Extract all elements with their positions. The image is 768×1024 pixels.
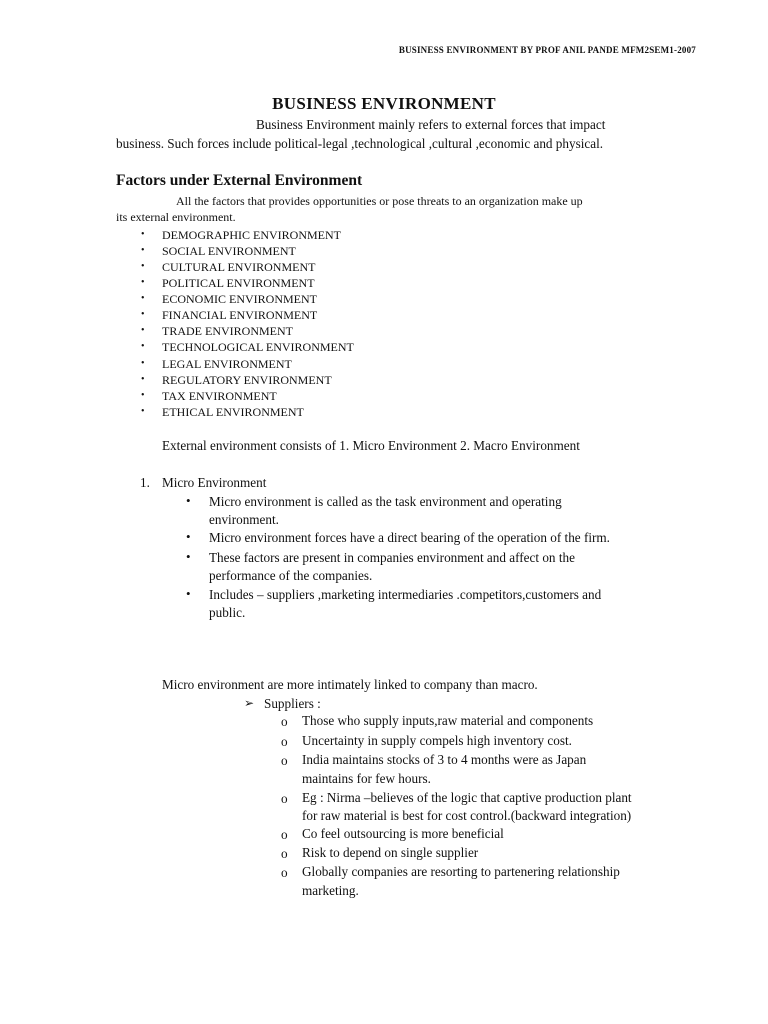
circle-bullet-icon: o (281, 714, 288, 729)
arrow-bullet-icon: ➢ (244, 696, 255, 710)
circle-bullet-icon: o (281, 846, 288, 861)
supplier-point-line: Risk to depend on single supplier (302, 845, 479, 860)
linked-line: Micro environment are more intimately linked to company than macro. (162, 677, 538, 692)
factor-label: TRADE ENVIRONMENT (162, 324, 293, 338)
factor-label: ECONOMIC ENVIRONMENT (162, 292, 317, 306)
bullet-icon: • (141, 245, 145, 256)
bullet-icon: • (186, 586, 191, 601)
micro-number: 1. (140, 475, 150, 490)
micro-point-line: Micro environment forces have a direct bearing of the operation of the firm. (209, 530, 610, 545)
section-heading-factors: Factors under External Environment (116, 172, 363, 189)
supplier-point-line: Eg : Nirma –believes of the logic that captive production plant (302, 790, 632, 805)
supplier-point-line: Uncertainty in supply compels high inventory cost. (302, 733, 572, 748)
micro-point-line: Micro environment is called as the task environment and operating (209, 494, 562, 509)
circle-bullet-icon: o (281, 865, 288, 880)
supplier-point-line: marketing. (302, 883, 359, 898)
bullet-icon: • (141, 325, 145, 336)
factor-label: TECHNOLOGICAL ENVIRONMENT (162, 340, 354, 354)
consists-line: External environment consists of 1. Micro Environment 2. Macro Environment (162, 438, 580, 453)
intro-line-2: business. Such forces include political-legal ,technological ,cultural ,economic and physical. (116, 136, 604, 151)
circle-bullet-icon: o (281, 753, 288, 768)
circle-bullet-icon: o (281, 827, 288, 842)
factors-paragraph-line-2: its external environment. (116, 210, 236, 224)
micro-point-line: environment. (209, 512, 279, 527)
circle-bullet-icon: o (281, 734, 288, 749)
micro-point-line: performance of the companies. (209, 568, 373, 583)
suppliers-label: Suppliers : (264, 696, 321, 711)
supplier-point-line: Those who supply inputs,raw material and components (302, 713, 594, 728)
bullet-icon: • (186, 549, 191, 564)
bullet-icon: • (141, 261, 145, 272)
circle-bullet-icon: o (281, 791, 288, 806)
factor-label: DEMOGRAPHIC ENVIRONMENT (162, 228, 341, 242)
bullet-icon: • (141, 358, 145, 369)
micro-heading: Micro Environment (162, 475, 267, 490)
micro-point-line: public. (209, 605, 246, 620)
bullet-icon: • (141, 341, 145, 352)
factor-label: LEGAL ENVIRONMENT (162, 357, 292, 371)
factor-label: TAX ENVIRONMENT (162, 389, 277, 403)
supplier-point-line: for raw material is best for cost control.(backward integration) (302, 808, 632, 823)
document-title: BUSINESS ENVIRONMENT (272, 94, 496, 113)
supplier-point-line: India maintains stocks of 3 to 4 months were as Japan (302, 752, 587, 767)
micro-point-line: These factors are present in companies environment and affect on the (209, 550, 575, 565)
intro-line-1: Business Environment mainly refers to external forces that impact (256, 117, 606, 132)
supplier-point-line: maintains for few hours. (302, 771, 431, 786)
factor-label: REGULATORY ENVIRONMENT (162, 373, 332, 387)
bullet-icon: • (141, 277, 145, 288)
bullet-icon: • (186, 493, 191, 508)
factor-label: FINANCIAL ENVIRONMENT (162, 308, 318, 322)
micro-point-line: Includes – suppliers ,marketing intermediaries .competitors,customers and (209, 587, 602, 602)
bullet-icon: • (141, 390, 145, 401)
bullet-icon: • (186, 529, 191, 544)
supplier-point-line: Co feel outsourcing is more beneficial (302, 826, 504, 841)
bullet-icon: • (141, 229, 145, 240)
bullet-icon: • (141, 309, 145, 320)
bullet-icon: • (141, 374, 145, 385)
running-header: BUSINESS ENVIRONMENT BY PROF ANIL PANDE MFM2SEM1-2007 (398, 45, 696, 55)
factor-label: ETHICAL ENVIRONMENT (162, 405, 304, 419)
factor-label: POLITICAL ENVIRONMENT (162, 276, 315, 290)
bullet-icon: • (141, 293, 145, 304)
bullet-icon: • (141, 406, 145, 417)
factors-paragraph-line-1: All the factors that provides opportunities or pose threats to an organization make up (176, 194, 583, 208)
factor-label: SOCIAL ENVIRONMENT (162, 244, 296, 258)
supplier-point-line: Globally companies are resorting to partenering relationship (302, 864, 620, 879)
factor-label: CULTURAL ENVIRONMENT (162, 260, 316, 274)
